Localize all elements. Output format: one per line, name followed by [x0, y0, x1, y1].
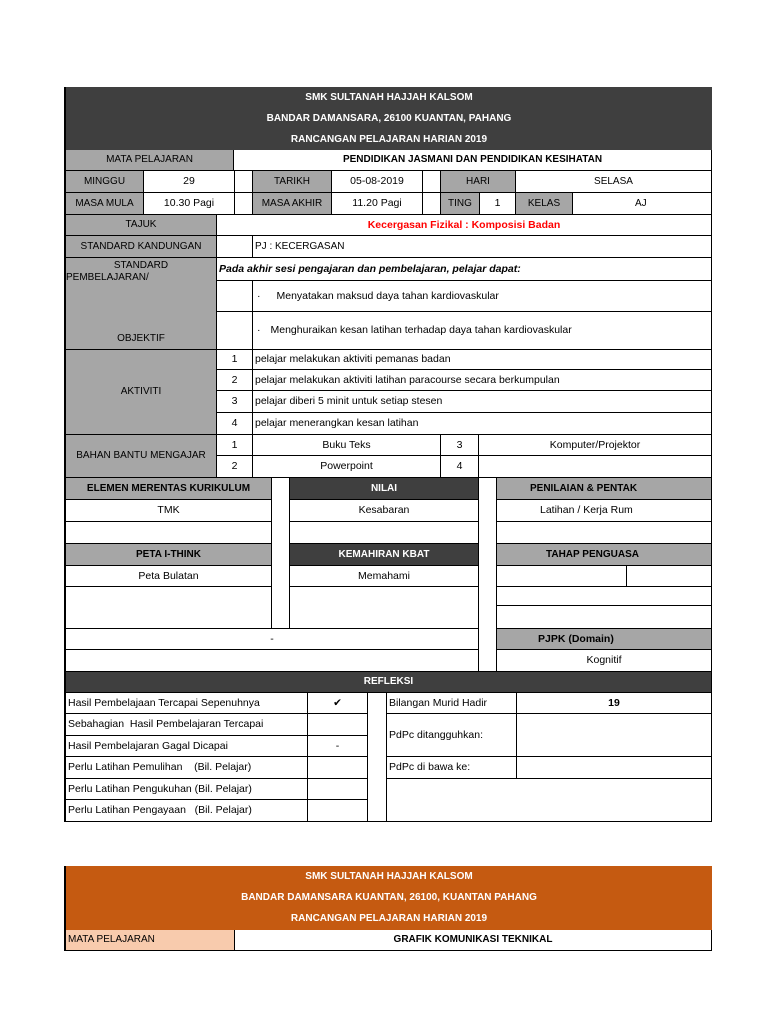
bullet-icon: ·: [257, 289, 261, 302]
aktiviti-text: pelajar diberi 5 minit untuk setiap stesen: [253, 391, 712, 413]
aktiviti-text: pelajar melakukan aktiviti latihan paracourse secara berkumpulan: [253, 370, 712, 391]
kelas-label: KELAS: [516, 193, 573, 215]
aktiviti-number: 3: [217, 391, 253, 413]
nilai-value: Kesabaran: [290, 500, 479, 522]
label-line-pembelajaran: PEMBELAJARAN/: [66, 272, 149, 283]
refleksi-row-label: Hasil Pembelajaran Gagal Dicapai: [64, 736, 308, 757]
tangguh-value: [517, 714, 712, 757]
tahap-value: [627, 566, 712, 587]
minggu-value: 29: [144, 171, 235, 193]
minggu-label: MINGGU: [64, 171, 144, 193]
bbm-number: 3: [441, 435, 479, 456]
spacer-cell: [423, 171, 441, 193]
ting-value: 1: [480, 193, 516, 215]
refleksi-row-label: Sebahagian Hasil Pembelajaran Tercapai: [64, 714, 308, 736]
bbm-item: [479, 456, 712, 478]
masa-akhir-label: MASA AKHIR: [253, 193, 332, 215]
spacer-cell: [217, 281, 253, 312]
bullet-icon: ·: [257, 324, 261, 337]
school-header: [64, 87, 712, 150]
standard-kandungan-label: STANDARD KANDUNGAN: [64, 236, 217, 258]
tarikh-value: 05-08-2019: [332, 171, 423, 193]
spacer-cell: [235, 193, 253, 215]
pjpk-value: Kognitif: [497, 650, 712, 672]
tarikh-label: TARIKH: [253, 171, 332, 193]
kbat-value: Memahami: [290, 566, 479, 587]
refleksi-mark: [308, 800, 368, 822]
tajuk-value: Kecergasan Fizikal : Komposisi Badan: [217, 215, 712, 236]
empty-cell: [497, 606, 712, 629]
spacer-cell: [217, 312, 253, 350]
school-address: BANDAR DAMANSARA, 26100 KUANTAN, PAHANG: [266, 113, 512, 124]
school-name: SMK SULTANAH HAJJAH KALSOM: [305, 871, 473, 882]
spacer-column: [368, 693, 387, 822]
spacer-column: [272, 478, 290, 629]
bawa-label: PdPc di bawa ke:: [387, 757, 517, 779]
hari-label: HARI: [441, 171, 516, 193]
penilaian-value: Latihan / Kerja Rum: [497, 500, 712, 522]
refleksi-mark: [308, 714, 368, 736]
ting-label: TING: [441, 193, 480, 215]
objective-item: [253, 281, 712, 312]
aktiviti-label: AKTIVITI: [64, 350, 217, 435]
peta-value: Peta Bulatan: [64, 566, 272, 587]
label-line-objektif: OBJEKTIF: [117, 333, 165, 344]
bbm-item: Komputer/Projektor: [479, 435, 712, 456]
emk-value: TMK: [64, 500, 272, 522]
tangguh-label: PdPc ditangguhkan:: [387, 714, 517, 757]
empty-cell: [64, 650, 479, 672]
aktiviti-text: pelajar menerangkan kesan latihan: [253, 413, 712, 435]
aktiviti-text: pelajar melakukan aktiviti pemanas badan: [253, 350, 712, 370]
tajuk-label: TAJUK: [64, 215, 217, 236]
refleksi-header: REFLEKSI: [64, 672, 712, 693]
subject-label: MATA PELAJARAN: [64, 150, 234, 171]
kelas-value: AJ: [573, 193, 712, 215]
aktiviti-number: 1: [217, 350, 253, 370]
tahap-value: [497, 566, 627, 587]
hadir-label: Bilangan Murid Hadir: [387, 693, 517, 714]
spacer-cell: [217, 236, 253, 258]
empty-cell: [64, 587, 272, 629]
school-name: SMK SULTANAH HAJJAH KALSOM: [305, 92, 473, 103]
empty-cell: [387, 779, 712, 822]
objective-item: [253, 312, 712, 350]
spacer-cell: [235, 171, 253, 193]
empty-cell: [497, 522, 712, 544]
pjpk-label: PJPK (Domain): [497, 629, 712, 650]
objective-text: Menyatakan maksud daya tahan kardiovaskular: [276, 289, 499, 302]
label-line-standard: STANDARD: [113, 260, 169, 271]
standard-kandungan-value: PJ : KECERGASAN: [253, 236, 712, 258]
bbm-item: Powerpoint: [253, 456, 441, 478]
bawa-value: [517, 757, 712, 779]
empty-cell: [497, 587, 712, 606]
refleksi-mark: -: [308, 736, 368, 757]
dash-cell: -: [64, 629, 479, 650]
refleksi-row-label: Perlu Latihan Pengukuhan (Bil. Pelajar): [64, 779, 308, 800]
penilaian-label: PENILAIAN & PENTAK: [497, 478, 712, 500]
masa-mula-label: MASA MULA: [64, 193, 144, 215]
bbm-item: Buku Teks: [253, 435, 441, 456]
school-header-2: [64, 866, 712, 930]
refleksi-mark: [308, 779, 368, 800]
nilai-label: NILAI: [290, 478, 479, 500]
check-icon: ✔: [308, 693, 368, 714]
masa-mula-value: 10.30 Pagi: [144, 193, 235, 215]
empty-cell: [290, 522, 479, 544]
objective-intro: Pada akhir sesi pengajaran dan pembelajaran, pelajar dapat:: [217, 258, 712, 281]
refleksi-row-label: Hasil Pembelajaan Tercapai Sepenuhnya: [64, 693, 308, 714]
subject-label-2: MATA PELAJARAN: [64, 930, 235, 951]
tahap-label: TAHAP PENGUASA: [497, 544, 712, 566]
standard-pembelajaran-label: [64, 258, 217, 350]
aktiviti-number: 2: [217, 370, 253, 391]
spacer-column: [479, 478, 497, 672]
refleksi-row-label: Perlu Latihan Pemulihan (Bil. Pelajar): [64, 757, 308, 779]
empty-cell: [64, 522, 272, 544]
subject-value: PENDIDIKAN JASMANI DAN PENDIDIKAN KESIHATAN: [234, 150, 712, 171]
spacer-cell: [423, 193, 441, 215]
emk-label: ELEMEN MERENTAS KURIKULUM: [64, 478, 272, 500]
bbm-number: 4: [441, 456, 479, 478]
bbm-number: 1: [217, 435, 253, 456]
school-address: BANDAR DAMANSARA KUANTAN, 26100, KUANTAN PAHANG: [241, 892, 537, 903]
masa-akhir-value: 11.20 Pagi: [332, 193, 423, 215]
hadir-value: 19: [517, 693, 712, 714]
aktiviti-number: 4: [217, 413, 253, 435]
bbm-label: BAHAN BANTU MENGAJAR: [64, 435, 217, 478]
subject-value-2: GRAFIK KOMUNIKASI TEKNIKAL: [235, 930, 712, 951]
document-title: RANCANGAN PELAJARAN HARIAN 2019: [290, 134, 488, 145]
refleksi-row-label: Perlu Latihan Pengayaan (Bil. Pelajar): [64, 800, 308, 822]
kbat-label: KEMAHIRAN KBAT: [290, 544, 479, 566]
document-title: RANCANGAN PELAJARAN HARIAN 2019: [290, 913, 488, 924]
bbm-number: 2: [217, 456, 253, 478]
objective-text: Menghuraikan kesan latihan terhadap daya tahan kardiovaskular: [270, 324, 572, 337]
peta-label: PETA I-THINK: [64, 544, 272, 566]
refleksi-mark: [308, 757, 368, 779]
empty-cell: [290, 587, 479, 629]
hari-value: SELASA: [516, 171, 712, 193]
